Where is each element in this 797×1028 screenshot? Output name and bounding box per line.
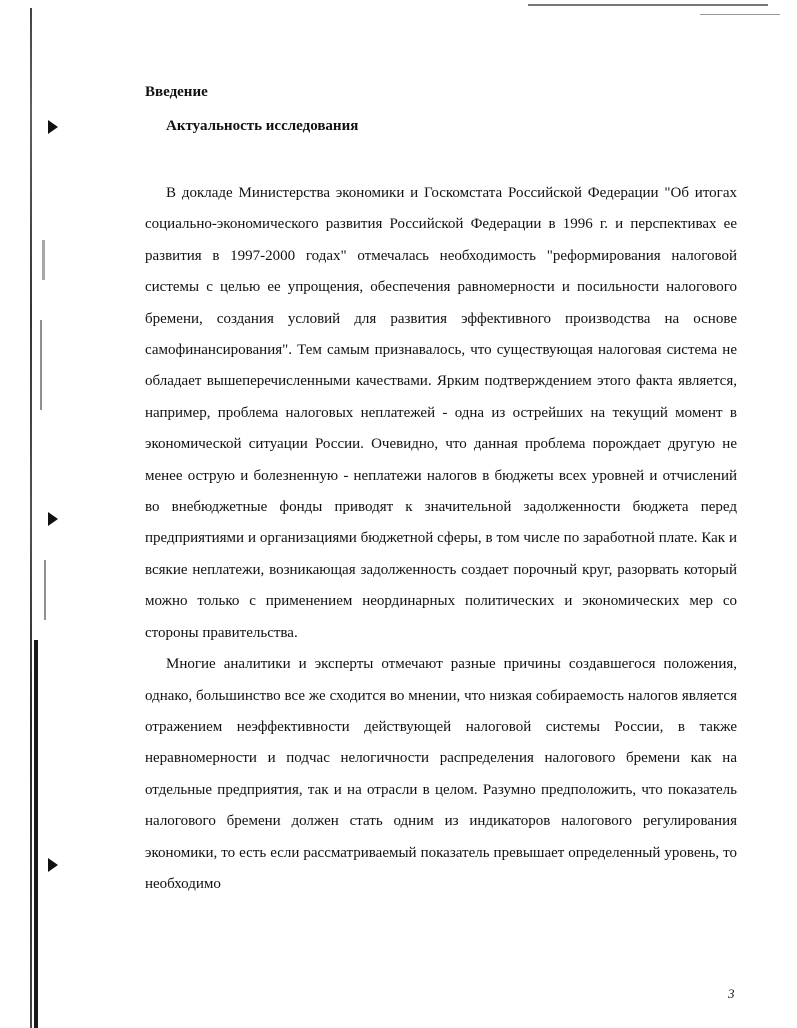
scan-marker-middle xyxy=(48,512,58,526)
scan-top-line-short xyxy=(700,14,780,15)
paragraph: Многие аналитики и эксперты отмечают разные причины создавшегося положения, однако, большинство все же сходится во мнении, что низкая собираемость налогов является отражением неэффективности действующей налоговой системы России, в также неравномерности и подчас нелогичности распределения налогового бремени как на отдельные предприятия, так и на отрасли в целом. Разумно предположить, что показатель налогового бремени должен стать одним из индикаторов налогового регулирования экономики, то есть если рассматриваемый показатель превышает определенный уровень, то необходимо xyxy=(145,656,737,892)
scan-speck xyxy=(40,320,42,410)
scan-marker-bottom xyxy=(48,858,58,872)
scan-binding-edge xyxy=(30,8,32,1028)
subsection-title: Актуальность исследования xyxy=(166,118,359,134)
body-text xyxy=(145,178,737,900)
paragraph: В докладе Министерства экономики и Госкомстата Российской Федерации "Об итогах социально-экономического развития Российской Федерации в 1996 г. и перспективах ее развития в 1997-2000 годах" отмечалась необходимость "реформирования налоговой системы с целью ее упрощения, обеспечения равномерности и посильности налогового бремени, создания условий для развития эффективного производства на основе самофинансирования". Тем самым признавалось, что существующая налоговая система не обладает вышеперечисленными качествами. Ярким подтверждением этого факта является, например, проблема налоговых неплатежей - одна из острейших на текущий момент в экономической ситуации России. Очевидно, что данная проблема порождает другую не менее острую и болезненную - неплатежи налогов в бюджеты всех уровней и отчислений во внебюджетные фонды приводят к значительной задолженности бюджета перед предприятиями и организациями бюджетной сферы, в том числе по заработной плате. Как и всякие неплатежи, возникающая задолженность создает порочный круг, разорвать который можно только с применением неординарных политических и экономических мер со стороны правительства. xyxy=(145,185,737,641)
page-number: 3 xyxy=(728,986,735,1001)
scan-binding-shadow xyxy=(34,640,38,1028)
scan-marker-top xyxy=(48,120,58,134)
scan-top-line xyxy=(528,4,768,6)
scan-speck xyxy=(44,560,46,620)
scan-speck xyxy=(42,240,45,280)
section-title: Введение xyxy=(145,84,208,100)
